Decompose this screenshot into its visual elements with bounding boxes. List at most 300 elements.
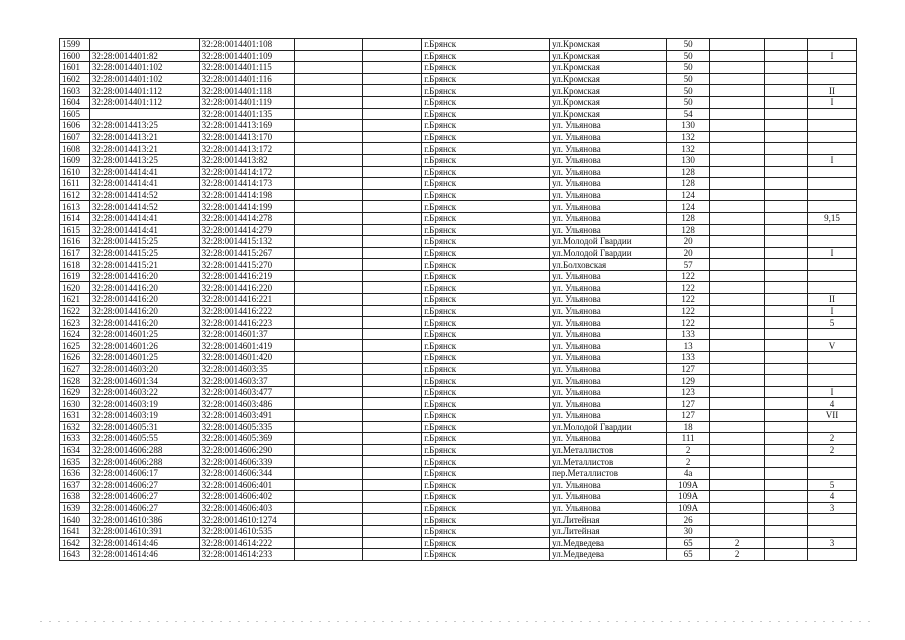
parent-cadastral-number-cell: 32:28:0014606:27 xyxy=(89,502,199,514)
row-number-cell: 1618 xyxy=(60,259,90,271)
row-number-cell: 1626 xyxy=(60,352,90,364)
flat-number-cell xyxy=(807,363,856,375)
table-row xyxy=(60,189,857,201)
empty-col-a-cell xyxy=(295,178,362,190)
empty-col-a-cell xyxy=(295,247,362,259)
parent-cadastral-number-cell: 32:28:0014416:20 xyxy=(89,317,199,329)
table-row xyxy=(60,537,857,549)
street-cell: ул.Кромская xyxy=(550,39,667,51)
table-row xyxy=(60,131,857,143)
house-number-cell: 109A xyxy=(667,491,710,503)
empty-col-c-cell xyxy=(765,433,808,445)
city-cell: г.Брянск xyxy=(422,236,550,248)
street-cell: ул. Ульянова xyxy=(550,352,667,364)
table-row xyxy=(60,352,857,364)
flat-number-cell: 5 xyxy=(807,317,856,329)
cadastral-number-cell: 32:28:0014414:279 xyxy=(199,224,295,236)
parent-cadastral-number-cell: 32:28:0014414:52 xyxy=(89,189,199,201)
row-number-cell: 1628 xyxy=(60,375,90,387)
cadastral-number-cell: 32:28:0014416:223 xyxy=(199,317,295,329)
city-cell: г.Брянск xyxy=(422,491,550,503)
row-number-cell: 1605 xyxy=(60,108,90,120)
empty-col-c-cell xyxy=(765,456,808,468)
city-cell: г.Брянск xyxy=(422,363,550,375)
empty-col-c-cell xyxy=(765,375,808,387)
parent-cadastral-number-cell: 32:28:0014610:386 xyxy=(89,514,199,526)
empty-col-b-cell xyxy=(362,189,422,201)
cadastral-number-cell: 32:28:0014601:419 xyxy=(199,340,295,352)
empty-col-a-cell xyxy=(295,120,362,132)
cadastral-number-cell: 32:28:0014610:535 xyxy=(199,525,295,537)
empty-col-c-cell xyxy=(765,467,808,479)
building-cell xyxy=(709,514,764,526)
city-cell: г.Брянск xyxy=(422,317,550,329)
cadastral-number-cell: 32:28:0014603:35 xyxy=(199,363,295,375)
house-number-cell: 50 xyxy=(667,62,710,74)
row-number-cell: 1619 xyxy=(60,270,90,282)
row-number-cell: 1604 xyxy=(60,96,90,108)
empty-col-a-cell xyxy=(295,189,362,201)
empty-col-a-cell xyxy=(295,467,362,479)
empty-col-b-cell xyxy=(362,514,422,526)
city-cell: г.Брянск xyxy=(422,456,550,468)
flat-number-cell xyxy=(807,467,856,479)
cadastral-number-cell: 32:28:0014415:267 xyxy=(199,247,295,259)
empty-col-a-cell xyxy=(295,502,362,514)
cadastral-registry-table xyxy=(59,38,857,561)
empty-col-c-cell xyxy=(765,224,808,236)
building-cell xyxy=(709,491,764,503)
building-cell xyxy=(709,502,764,514)
table-row xyxy=(60,201,857,213)
flat-number-cell: 5 xyxy=(807,479,856,491)
empty-col-c-cell xyxy=(765,410,808,422)
empty-col-c-cell xyxy=(765,479,808,491)
cadastral-number-cell: 32:28:0014401:118 xyxy=(199,85,295,97)
empty-col-c-cell xyxy=(765,549,808,561)
parent-cadastral-number-cell: 32:28:0014601:25 xyxy=(89,328,199,340)
cadastral-number-cell: 32:28:0014606:290 xyxy=(199,444,295,456)
parent-cadastral-number-cell: 32:28:0014601:34 xyxy=(89,375,199,387)
empty-col-a-cell xyxy=(295,166,362,178)
house-number-cell: 2 xyxy=(667,444,710,456)
cadastral-number-cell: 32:28:0014413:170 xyxy=(199,131,295,143)
city-cell: г.Брянск xyxy=(422,375,550,387)
building-cell xyxy=(709,444,764,456)
empty-col-c-cell xyxy=(765,386,808,398)
street-cell: ул.Кромская xyxy=(550,85,667,97)
city-cell: г.Брянск xyxy=(422,386,550,398)
street-cell: ул.Молодой Гвардии xyxy=(550,236,667,248)
row-number-cell: 1601 xyxy=(60,62,90,74)
empty-col-c-cell xyxy=(765,236,808,248)
empty-col-a-cell xyxy=(295,282,362,294)
cadastral-number-cell: 32:28:0014606:401 xyxy=(199,479,295,491)
city-cell: г.Брянск xyxy=(422,131,550,143)
empty-col-b-cell xyxy=(362,479,422,491)
house-number-cell: 127 xyxy=(667,398,710,410)
parent-cadastral-number-cell: 32:28:0014415:25 xyxy=(89,247,199,259)
table-row xyxy=(60,282,857,294)
parent-cadastral-number-cell: 32:28:0014614:46 xyxy=(89,549,199,561)
table-row xyxy=(60,294,857,306)
street-cell: ул. Ульянова xyxy=(550,305,667,317)
table-row xyxy=(60,549,857,561)
street-cell: ул.Медведева xyxy=(550,537,667,549)
parent-cadastral-number-cell: 32:28:0014413:21 xyxy=(89,143,199,155)
flat-number-cell: I xyxy=(807,50,856,62)
cadastral-number-cell: 32:28:0014610:1274 xyxy=(199,514,295,526)
building-cell xyxy=(709,166,764,178)
row-number-cell: 1633 xyxy=(60,433,90,445)
street-cell: ул. Ульянова xyxy=(550,375,667,387)
street-cell: ул. Ульянова xyxy=(550,178,667,190)
empty-col-c-cell xyxy=(765,444,808,456)
flat-number-cell xyxy=(807,328,856,340)
empty-col-a-cell xyxy=(295,375,362,387)
empty-col-c-cell xyxy=(765,294,808,306)
empty-col-a-cell xyxy=(295,259,362,271)
street-cell: ул.Молодой Гвардии xyxy=(550,247,667,259)
empty-col-a-cell xyxy=(295,444,362,456)
flat-number-cell xyxy=(807,282,856,294)
empty-col-c-cell xyxy=(765,247,808,259)
row-number-cell: 1620 xyxy=(60,282,90,294)
row-number-cell: 1610 xyxy=(60,166,90,178)
empty-col-c-cell xyxy=(765,282,808,294)
row-number-cell: 1629 xyxy=(60,386,90,398)
building-cell xyxy=(709,50,764,62)
table-row xyxy=(60,433,857,445)
city-cell: г.Брянск xyxy=(422,270,550,282)
cadastral-number-cell: 32:28:0014413:172 xyxy=(199,143,295,155)
street-cell: ул. Ульянова xyxy=(550,154,667,166)
city-cell: г.Брянск xyxy=(422,352,550,364)
parent-cadastral-number-cell: 32:28:0014401:112 xyxy=(89,85,199,97)
empty-col-b-cell xyxy=(362,247,422,259)
empty-col-c-cell xyxy=(765,363,808,375)
flat-number-cell xyxy=(807,189,856,201)
cadastral-number-cell: 32:28:0014415:132 xyxy=(199,236,295,248)
empty-col-b-cell xyxy=(362,467,422,479)
flat-number-cell: I xyxy=(807,305,856,317)
flat-number-cell: II xyxy=(807,294,856,306)
empty-col-b-cell xyxy=(362,201,422,213)
empty-col-b-cell xyxy=(362,85,422,97)
building-cell xyxy=(709,456,764,468)
row-number-cell: 1622 xyxy=(60,305,90,317)
empty-col-b-cell xyxy=(362,282,422,294)
empty-col-c-cell xyxy=(765,108,808,120)
parent-cadastral-number-cell: 32:28:0014401:102 xyxy=(89,62,199,74)
street-cell: ул. Ульянова xyxy=(550,410,667,422)
house-number-cell: 129 xyxy=(667,375,710,387)
table-row xyxy=(60,154,857,166)
row-number-cell: 1615 xyxy=(60,224,90,236)
parent-cadastral-number-cell: 32:28:0014401:82 xyxy=(89,50,199,62)
street-cell: ул. Ульянова xyxy=(550,166,667,178)
street-cell: ул.Кромская xyxy=(550,73,667,85)
building-cell xyxy=(709,340,764,352)
house-number-cell: 4a xyxy=(667,467,710,479)
table-row xyxy=(60,467,857,479)
row-number-cell: 1630 xyxy=(60,398,90,410)
empty-col-a-cell xyxy=(295,421,362,433)
building-cell xyxy=(709,479,764,491)
flat-number-cell: I xyxy=(807,154,856,166)
flat-number-cell xyxy=(807,143,856,155)
city-cell: г.Брянск xyxy=(422,143,550,155)
building-cell xyxy=(709,363,764,375)
building-cell xyxy=(709,236,764,248)
city-cell: г.Брянск xyxy=(422,479,550,491)
empty-col-a-cell xyxy=(295,456,362,468)
cadastral-number-cell: 32:28:0014606:402 xyxy=(199,491,295,503)
flat-number-cell xyxy=(807,549,856,561)
city-cell: г.Брянск xyxy=(422,154,550,166)
parent-cadastral-number-cell: 32:28:0014606:288 xyxy=(89,444,199,456)
parent-cadastral-number-cell: 32:28:0014416:20 xyxy=(89,294,199,306)
row-number-cell: 1621 xyxy=(60,294,90,306)
cadastral-number-cell: 32:28:0014414:173 xyxy=(199,178,295,190)
building-cell xyxy=(709,62,764,74)
parent-cadastral-number-cell: 32:28:0014414:41 xyxy=(89,166,199,178)
building-cell xyxy=(709,178,764,190)
street-cell: ул.Кромская xyxy=(550,50,667,62)
cadastral-number-cell: 32:28:0014413:169 xyxy=(199,120,295,132)
street-cell: ул. Ульянова xyxy=(550,270,667,282)
empty-col-a-cell xyxy=(295,317,362,329)
table-row xyxy=(60,444,857,456)
street-cell: ул. Ульянова xyxy=(550,386,667,398)
building-cell xyxy=(709,212,764,224)
empty-col-a-cell xyxy=(295,410,362,422)
empty-col-c-cell xyxy=(765,421,808,433)
empty-col-b-cell xyxy=(362,224,422,236)
city-cell: г.Брянск xyxy=(422,421,550,433)
building-cell xyxy=(709,433,764,445)
building-cell xyxy=(709,143,764,155)
table-row xyxy=(60,305,857,317)
table-row xyxy=(60,456,857,468)
city-cell: г.Брянск xyxy=(422,120,550,132)
row-number-cell: 1632 xyxy=(60,421,90,433)
street-cell: ул.Кромская xyxy=(550,62,667,74)
row-number-cell: 1642 xyxy=(60,537,90,549)
row-number-cell: 1613 xyxy=(60,201,90,213)
cadastral-number-cell: 32:28:0014401:109 xyxy=(199,50,295,62)
city-cell: г.Брянск xyxy=(422,398,550,410)
flat-number-cell xyxy=(807,166,856,178)
empty-col-a-cell xyxy=(295,212,362,224)
house-number-cell: 57 xyxy=(667,259,710,271)
empty-col-a-cell xyxy=(295,305,362,317)
empty-col-b-cell xyxy=(362,62,422,74)
street-cell: ул. Ульянова xyxy=(550,479,667,491)
flat-number-cell: I xyxy=(807,247,856,259)
street-cell: ул. Ульянова xyxy=(550,212,667,224)
empty-col-a-cell xyxy=(295,479,362,491)
house-number-cell: 128 xyxy=(667,212,710,224)
city-cell: г.Брянск xyxy=(422,340,550,352)
empty-col-b-cell xyxy=(362,328,422,340)
house-number-cell: 54 xyxy=(667,108,710,120)
table-row xyxy=(60,328,857,340)
building-cell xyxy=(709,421,764,433)
parent-cadastral-number-cell: 32:28:0014605:31 xyxy=(89,421,199,433)
table-row xyxy=(60,502,857,514)
table-row xyxy=(60,39,857,51)
parent-cadastral-number-cell: 32:28:0014414:41 xyxy=(89,212,199,224)
flat-number-cell xyxy=(807,73,856,85)
building-cell xyxy=(709,189,764,201)
city-cell: г.Брянск xyxy=(422,467,550,479)
cadastral-number-cell: 32:28:0014401:108 xyxy=(199,39,295,51)
house-number-cell: 26 xyxy=(667,514,710,526)
parent-cadastral-number-cell xyxy=(89,108,199,120)
row-number-cell: 1599 xyxy=(60,39,90,51)
cadastral-number-cell: 32:28:0014414:278 xyxy=(199,212,295,224)
building-cell xyxy=(709,224,764,236)
cadastral-number-cell: 32:28:0014401:119 xyxy=(199,96,295,108)
row-number-cell: 1636 xyxy=(60,467,90,479)
parent-cadastral-number-cell: 32:28:0014603:20 xyxy=(89,363,199,375)
cadastral-number-cell: 32:28:0014614:233 xyxy=(199,549,295,561)
flat-number-cell: V xyxy=(807,340,856,352)
city-cell: г.Брянск xyxy=(422,85,550,97)
house-number-cell: 133 xyxy=(667,352,710,364)
empty-col-b-cell xyxy=(362,50,422,62)
empty-col-b-cell xyxy=(362,491,422,503)
row-number-cell: 1609 xyxy=(60,154,90,166)
empty-col-b-cell xyxy=(362,352,422,364)
city-cell: г.Брянск xyxy=(422,328,550,340)
street-cell: ул. Ульянова xyxy=(550,224,667,236)
house-number-cell: 20 xyxy=(667,236,710,248)
empty-col-b-cell xyxy=(362,525,422,537)
empty-col-b-cell xyxy=(362,120,422,132)
city-cell: г.Брянск xyxy=(422,502,550,514)
house-number-cell: 122 xyxy=(667,282,710,294)
row-number-cell: 1607 xyxy=(60,131,90,143)
house-number-cell: 130 xyxy=(667,120,710,132)
street-cell: ул. Ульянова xyxy=(550,120,667,132)
parent-cadastral-number-cell: 32:28:0014413:25 xyxy=(89,120,199,132)
house-number-cell: 128 xyxy=(667,178,710,190)
empty-col-a-cell xyxy=(295,549,362,561)
building-cell xyxy=(709,328,764,340)
table-row xyxy=(60,410,857,422)
flat-number-cell xyxy=(807,514,856,526)
empty-col-c-cell xyxy=(765,352,808,364)
street-cell: ул. Ульянова xyxy=(550,328,667,340)
parent-cadastral-number-cell: 32:28:0014416:20 xyxy=(89,282,199,294)
empty-col-b-cell xyxy=(362,270,422,282)
parent-cadastral-number-cell: 32:28:0014416:20 xyxy=(89,305,199,317)
flat-number-cell: 4 xyxy=(807,491,856,503)
house-number-cell: 128 xyxy=(667,224,710,236)
empty-col-a-cell xyxy=(295,73,362,85)
parent-cadastral-number-cell: 32:28:0014601:25 xyxy=(89,352,199,364)
street-cell: ул. Ульянова xyxy=(550,502,667,514)
table-row xyxy=(60,236,857,248)
cadastral-number-cell: 32:28:0014401:135 xyxy=(199,108,295,120)
empty-col-b-cell xyxy=(362,166,422,178)
empty-col-b-cell xyxy=(362,259,422,271)
empty-col-c-cell xyxy=(765,85,808,97)
city-cell: г.Брянск xyxy=(422,201,550,213)
flat-number-cell: I xyxy=(807,96,856,108)
row-number-cell: 1612 xyxy=(60,189,90,201)
empty-col-c-cell xyxy=(765,537,808,549)
cadastral-number-cell: 32:28:0014605:369 xyxy=(199,433,295,445)
table-row xyxy=(60,178,857,190)
row-number-cell: 1624 xyxy=(60,328,90,340)
empty-col-a-cell xyxy=(295,433,362,445)
parent-cadastral-number-cell: 32:28:0014416:20 xyxy=(89,270,199,282)
empty-col-a-cell xyxy=(295,154,362,166)
street-cell: ул.Литейная xyxy=(550,514,667,526)
flat-number-cell xyxy=(807,108,856,120)
empty-col-b-cell xyxy=(362,433,422,445)
parent-cadastral-number-cell: 32:28:0014413:25 xyxy=(89,154,199,166)
empty-col-b-cell xyxy=(362,178,422,190)
house-number-cell: 50 xyxy=(667,50,710,62)
cadastral-number-cell: 32:28:0014414:198 xyxy=(199,189,295,201)
empty-col-c-cell xyxy=(765,525,808,537)
empty-col-b-cell xyxy=(362,143,422,155)
cadastral-number-cell: 32:28:0014416:221 xyxy=(199,294,295,306)
building-cell xyxy=(709,73,764,85)
flat-number-cell xyxy=(807,375,856,387)
cadastral-number-cell: 32:28:0014601:420 xyxy=(199,352,295,364)
empty-col-b-cell xyxy=(362,73,422,85)
city-cell: г.Брянск xyxy=(422,62,550,74)
row-number-cell: 1635 xyxy=(60,456,90,468)
parent-cadastral-number-cell: 32:28:0014401:102 xyxy=(89,73,199,85)
parent-cadastral-number-cell: 32:28:0014415:25 xyxy=(89,236,199,248)
empty-col-c-cell xyxy=(765,154,808,166)
table-row xyxy=(60,224,857,236)
city-cell: г.Брянск xyxy=(422,247,550,259)
street-cell: ул. Ульянова xyxy=(550,189,667,201)
building-cell xyxy=(709,525,764,537)
empty-col-c-cell xyxy=(765,305,808,317)
empty-col-b-cell xyxy=(362,502,422,514)
empty-col-a-cell xyxy=(295,39,362,51)
city-cell: г.Брянск xyxy=(422,537,550,549)
flat-number-cell xyxy=(807,236,856,248)
flat-number-cell xyxy=(807,525,856,537)
row-number-cell: 1623 xyxy=(60,317,90,329)
empty-col-b-cell xyxy=(362,131,422,143)
parent-cadastral-number-cell: 32:28:0014603:22 xyxy=(89,386,199,398)
empty-col-b-cell xyxy=(362,375,422,387)
row-number-cell: 1625 xyxy=(60,340,90,352)
building-cell xyxy=(709,467,764,479)
table-row xyxy=(60,143,857,155)
empty-col-c-cell xyxy=(765,317,808,329)
building-cell xyxy=(709,294,764,306)
building-cell xyxy=(709,247,764,259)
flat-number-cell: 4 xyxy=(807,398,856,410)
parent-cadastral-number-cell: 32:28:0014401:112 xyxy=(89,96,199,108)
flat-number-cell xyxy=(807,270,856,282)
empty-col-a-cell xyxy=(295,352,362,364)
flat-number-cell xyxy=(807,131,856,143)
house-number-cell: 13 xyxy=(667,340,710,352)
table-row xyxy=(60,50,857,62)
